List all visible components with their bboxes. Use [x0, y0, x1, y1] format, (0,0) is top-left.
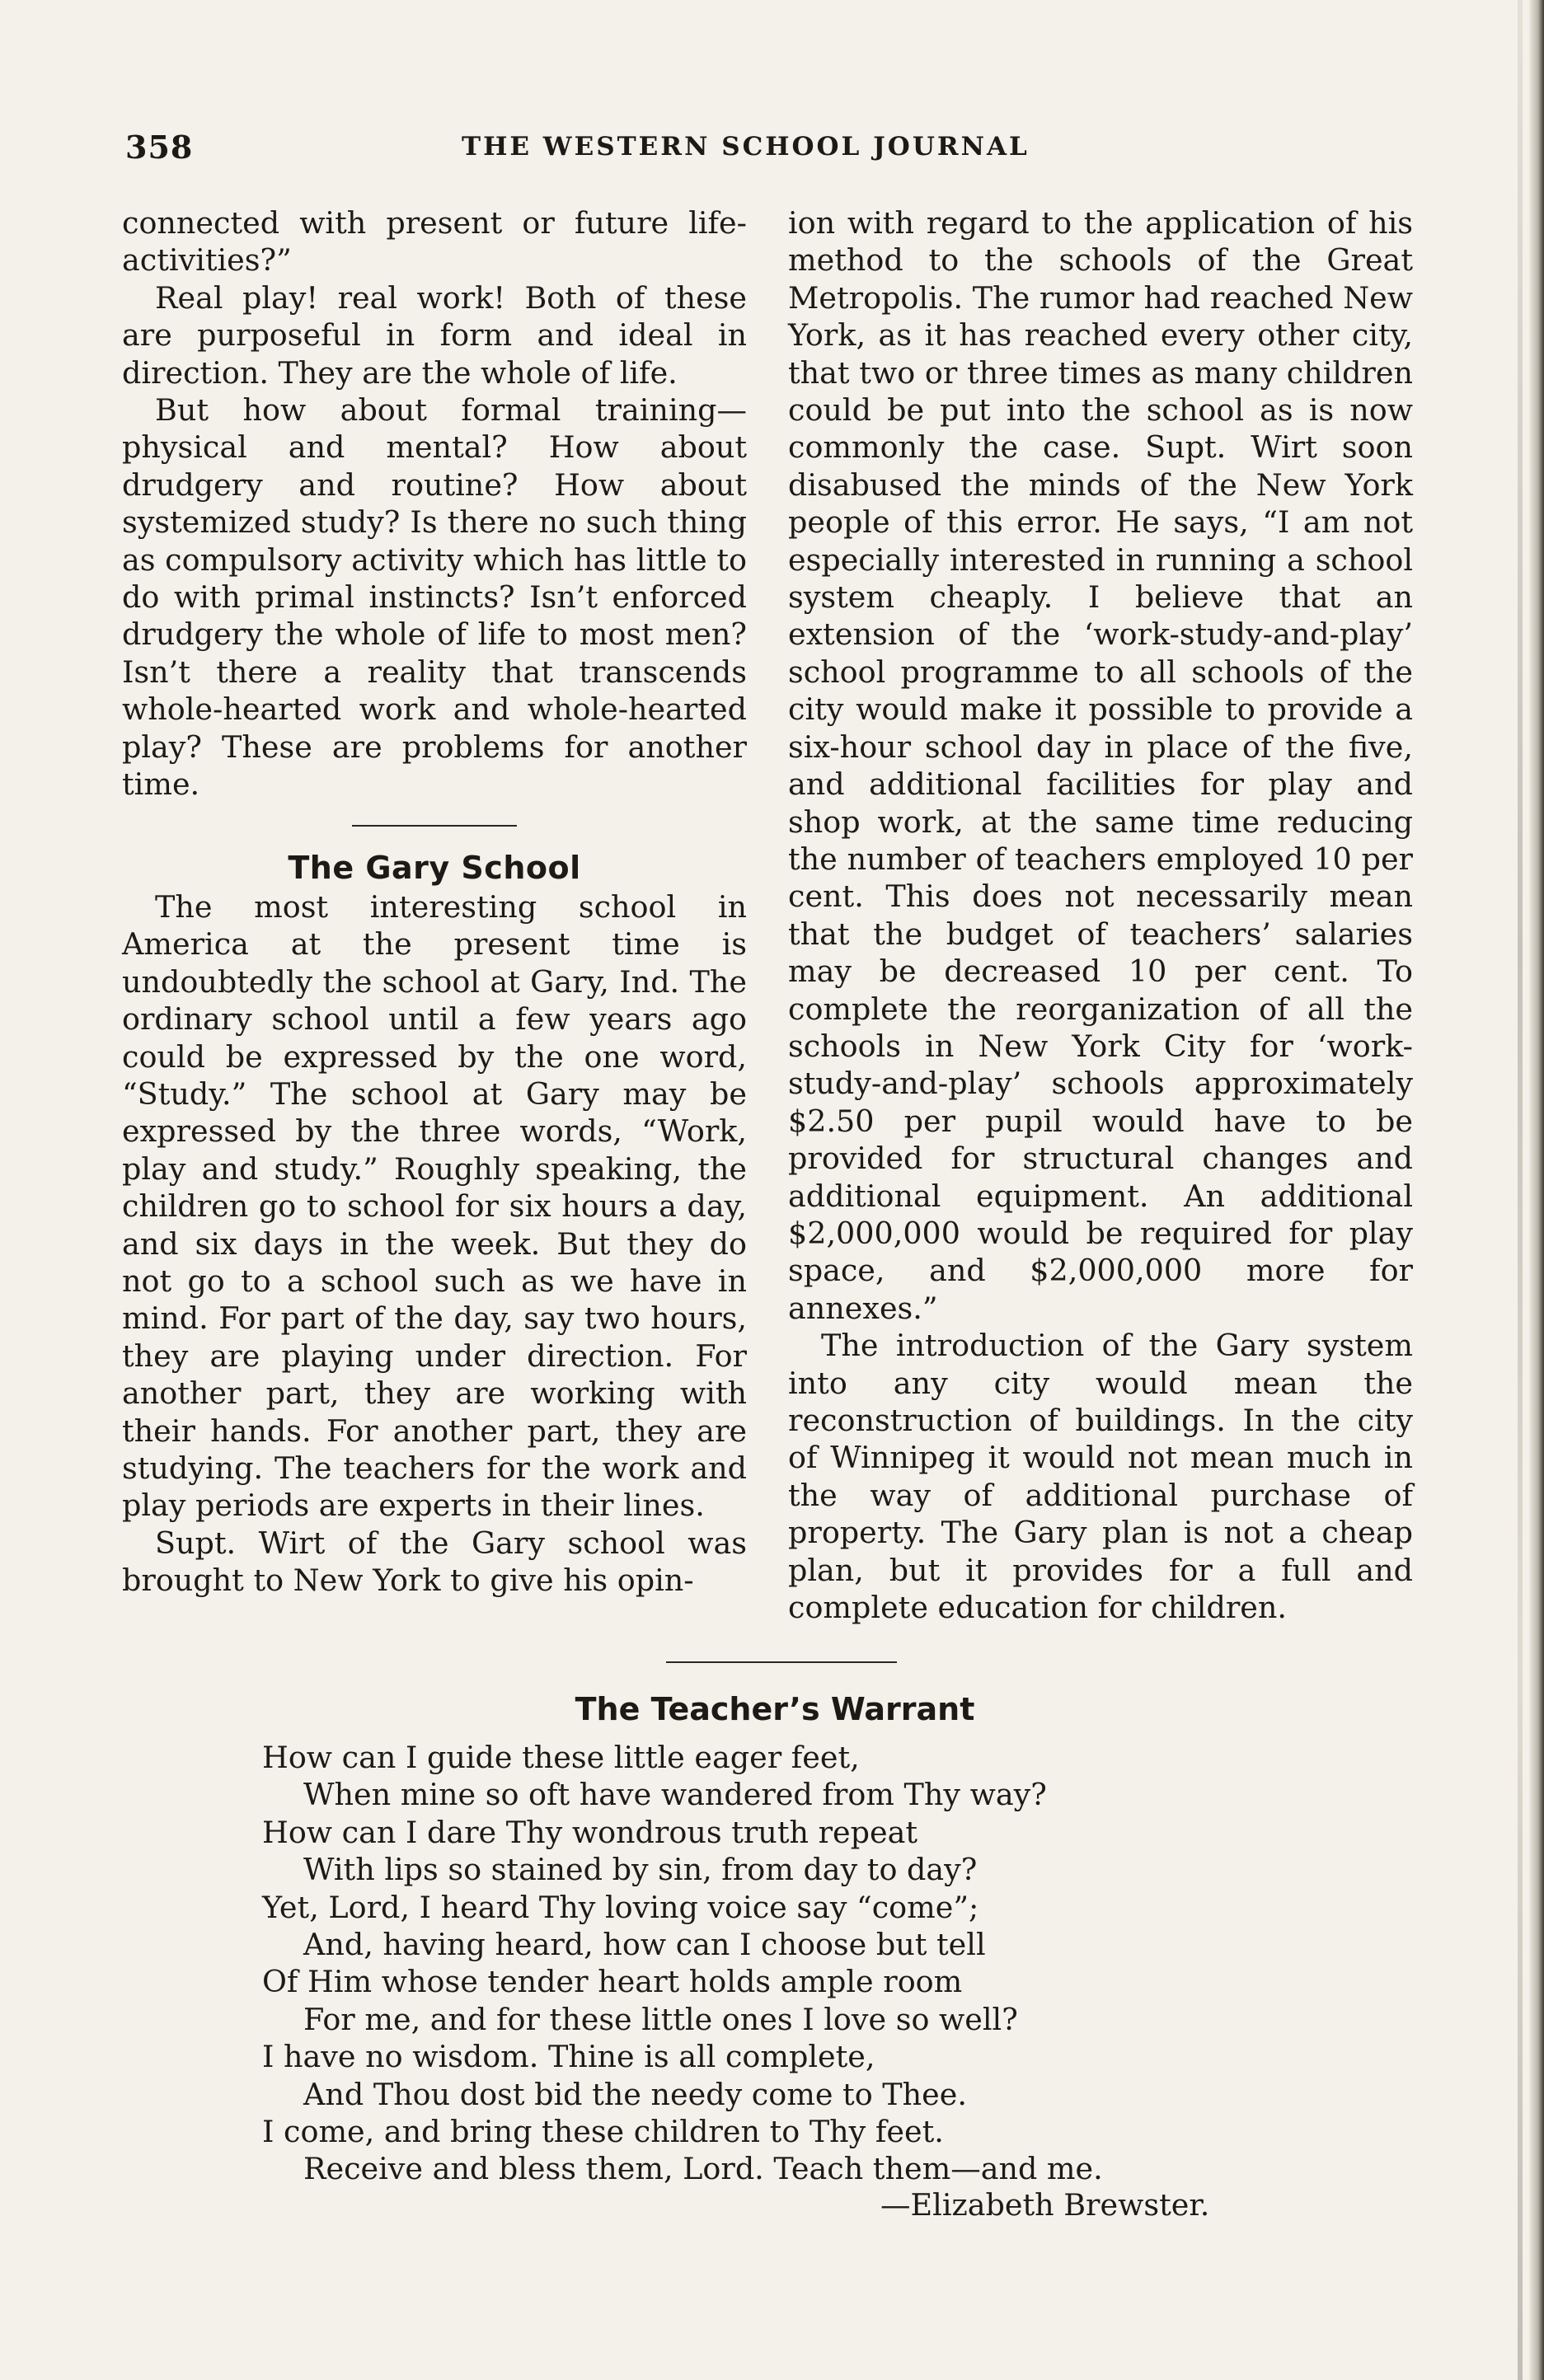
poem-line: I have no wisdom. Thine is all complete,	[262, 2039, 875, 2075]
poem-line: I come, and bring these children to Thy feet.	[262, 2114, 944, 2150]
paragraph: The introduction of the Gary system into any city would mean the reconstruction of buildings. In the city of Winnipeg it would not mean much in the way of additional purchase of property. The Gary plan is not a cheap plan, but it provides for a full and complete education for children.	[788, 1328, 1413, 1626]
paragraph: But how about formal training—physical and mental? How about drudgery and routine? How about systemized study? Is there no such thing as compulsory activity which has little to do with primal instincts? Isn’t enforced drudgery the whole of life to most men? Isn’t there a reality that transcends whole-hearted work and whole-hearted play? These are problems for another time.	[122, 392, 747, 803]
poem-line: When mine so oft have wandered from Thy way?	[303, 1777, 1047, 1813]
left-column	[122, 204, 747, 1600]
poem-title: The Teacher’s Warrant	[575, 1691, 975, 1727]
poem-line: Receive and bless them, Lord. Teach them—and me.	[303, 2151, 1103, 2187]
poem-line: And Thou dost bid the needy come to Thee.	[303, 2076, 967, 2112]
poem-line: With lips so stained by sin, from day to day?	[303, 1852, 978, 1888]
poem-divider	[666, 1661, 897, 1663]
poem-attribution: —Elizabeth Brewster.	[880, 2187, 1210, 2223]
poem-line: Yet, Lord, I heard Thy loving voice say “come”;	[262, 1889, 979, 1925]
poem-line: For me, and for these little ones I love so well?	[303, 2001, 1018, 2037]
poem-line: How can I dare Thy wondrous truth repeat	[262, 1814, 918, 1850]
paragraph: Real play! real work! Both of these are purposeful in form and ideal in direction. They are the whole of life.	[122, 279, 747, 391]
poem-line: Of Him whose tender heart holds ample room	[262, 1964, 963, 2000]
section-divider	[352, 825, 517, 827]
paragraph: The most interesting school in America at the present time is undoubtedly the school at Gary, Ind. The ordinary school until a few years ago could be expressed by the one word, “Study.” The school at Gary may be expressed by the three words, “Work, play and study.” Roughly speaking, the children go to school for six hours a day, and six days in the week. But they do not go to a school such as we have in mind. For part of the day, say two hours, they are playing under direction. For another part, they are working with their hands. For another part, they are studying. The teachers for the work and play periods are experts in their lines.	[122, 888, 747, 1524]
paragraph: Supt. Wirt of the Gary school was brought to New York to give his opin-	[122, 1525, 747, 1599]
poem	[262, 1739, 1334, 2188]
page-edge-strip	[1518, 0, 1523, 2380]
poem-line: How can I guide these little eager feet,	[262, 1740, 860, 1775]
right-column	[788, 204, 1413, 1626]
poem-line: And, having heard, how can I choose but tell	[303, 1927, 986, 1963]
paragraph: connected with present or future life-activities?”	[122, 205, 747, 279]
paragraph: ion with regard to the application of his method to the schools of the Great Metropolis. The rumor had reached New York, as it has reached every other city, that two or three times as many children could be put into the school as is now commonly the case. Supt. Wirt soon disabused the minds of the New York people of this error. He says, “I am not especially interested in running a school system cheaply. I believe that an extension of the ‘work-study-and-play’ school programme to all schools of the city would make it possible to provide a six-hour school day in place of the five, and additional facilities for play and shop work, at the same time reducing the number of teachers employed 10 per cent. This does not necessarily mean that the budget of teachers’ salaries may be decreased 10 per cent. To complete the reorganization of all the schools in New York City for ‘work-study-and-play’ schools approximately $2.50 per pupil would have to be provided for structural changes and additional equipment. An additional $2,000,000 would be required for play space, and $2,000,000 more for annexes.”	[788, 205, 1413, 1326]
section-heading: The Gary School	[288, 849, 581, 886]
running-head: THE WESTERN SCHOOL JOURNAL	[462, 132, 1030, 162]
page-edge-shadow	[1529, 0, 1544, 2380]
page-number: 358	[125, 129, 194, 166]
